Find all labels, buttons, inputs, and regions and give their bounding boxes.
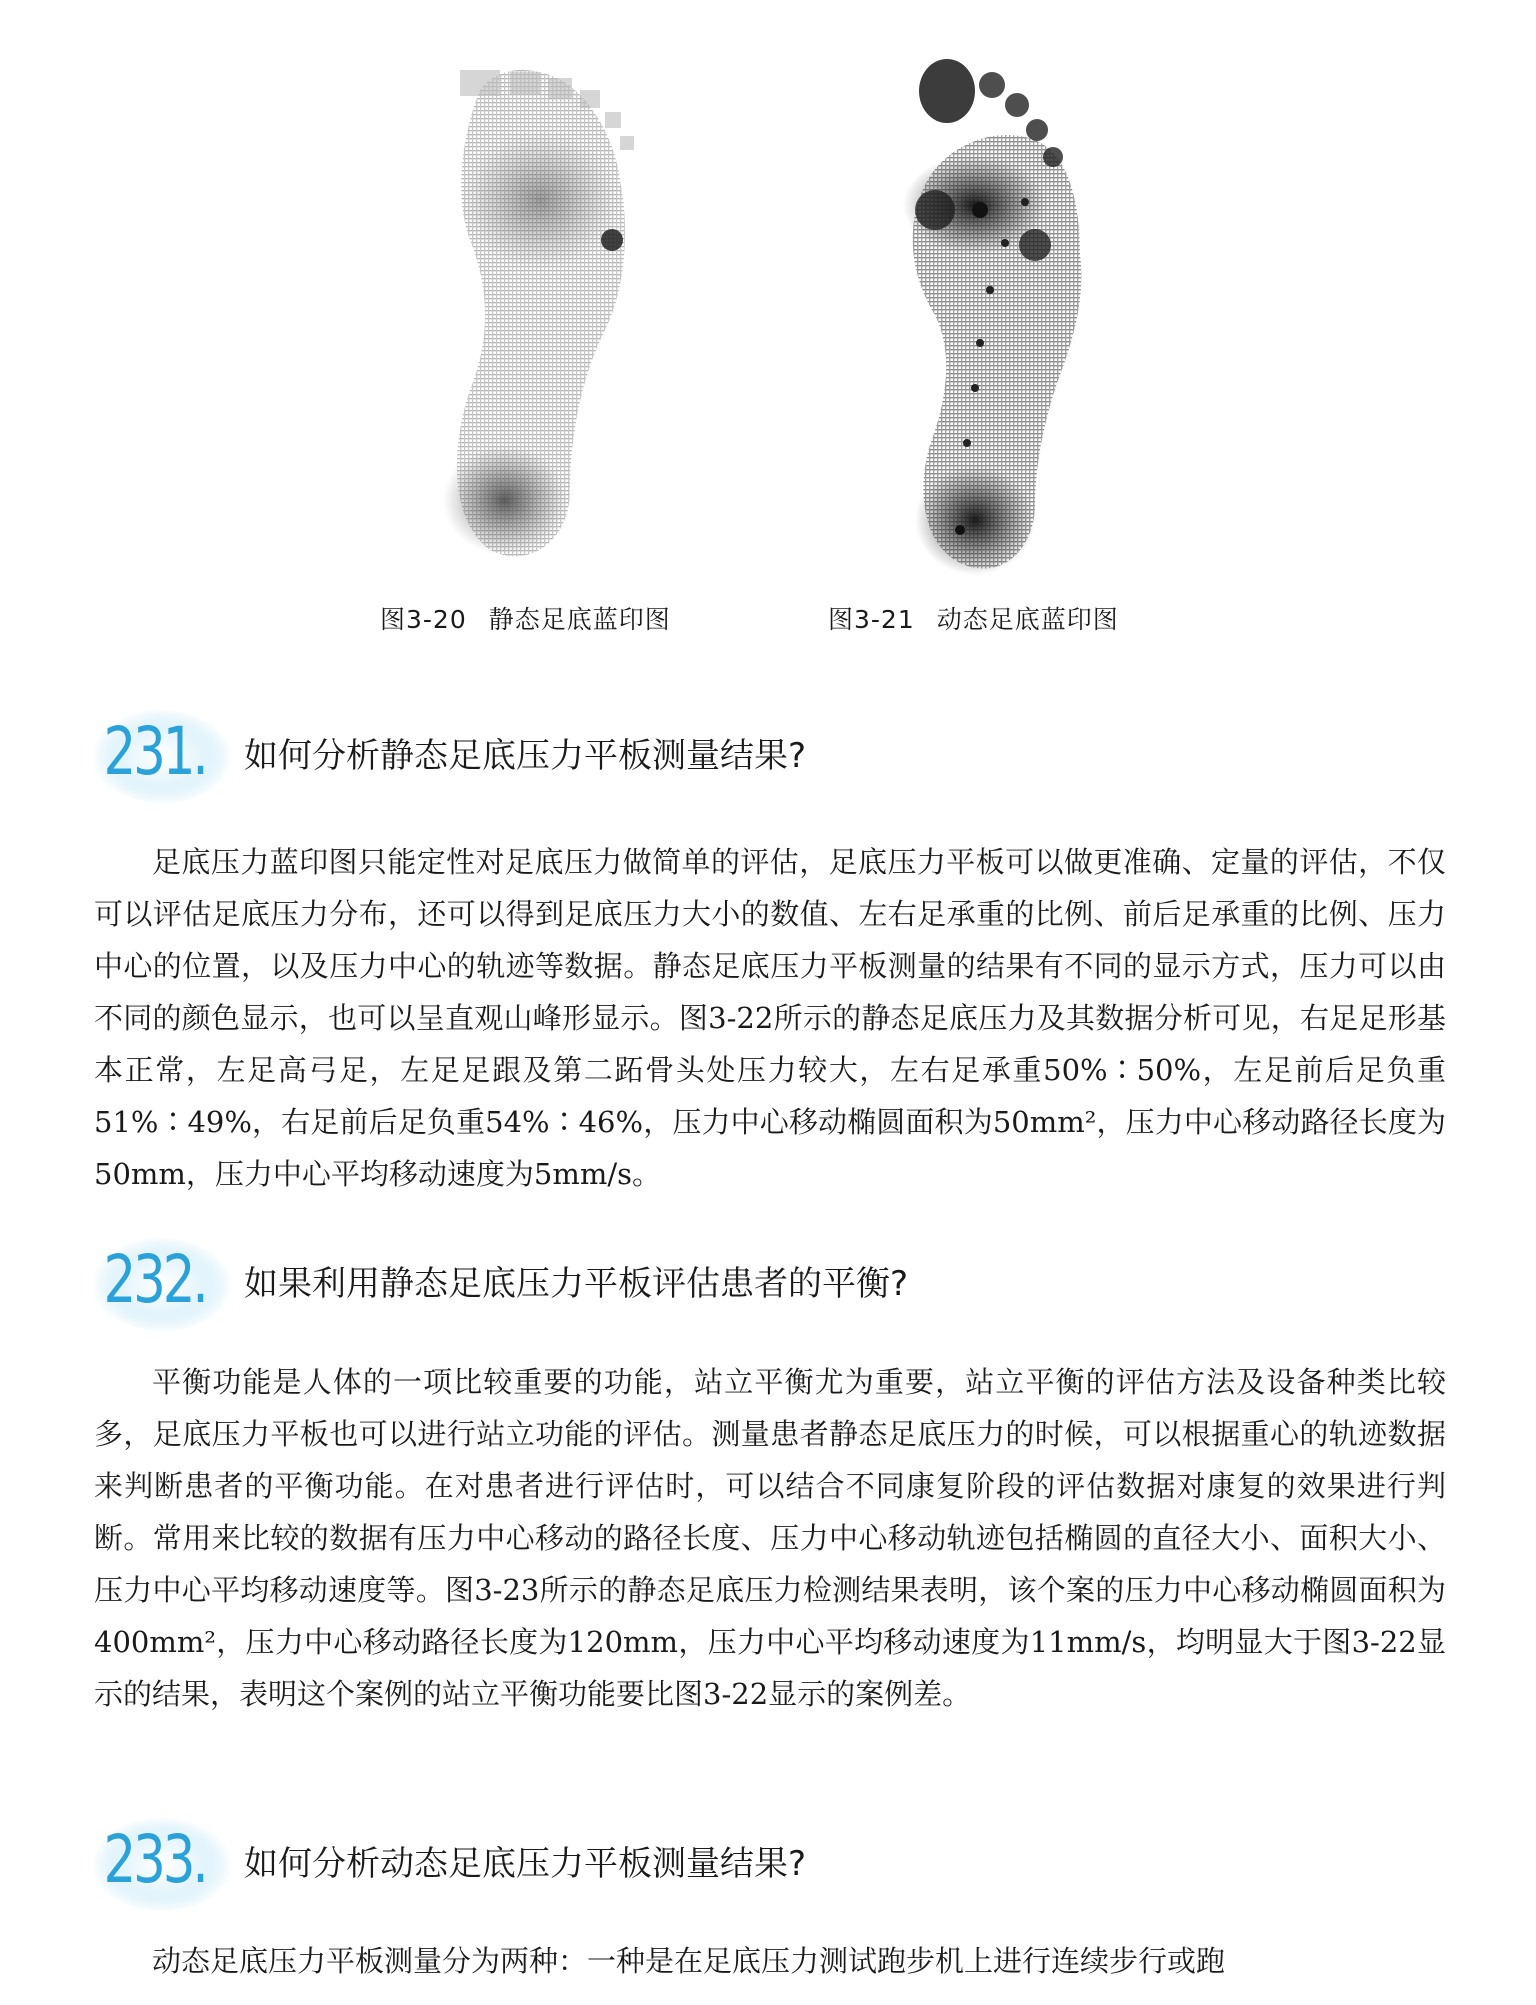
question-title: 如果利用静态足底压力平板评估患者的平衡? [244, 1264, 909, 1304]
question-heading-233 [92, 1808, 1492, 1918]
figure-caption-text: 动态足底蓝印图 [936, 605, 1119, 634]
figure-area [0, 0, 1536, 650]
question-heading-232 [92, 1228, 1492, 1338]
question-number: 233. [103, 1821, 206, 1898]
dynamic-footprint-image [885, 45, 1115, 575]
static-footprint-image [420, 50, 660, 560]
static-footprint-figure [420, 50, 660, 560]
figure-caption-text: 静态足底蓝印图 [488, 605, 671, 634]
figure-caption-3-21 [828, 600, 1119, 636]
answer-paragraph-233: 动态足底压力平板测量分为两种：一种是在足底压力测试跑步机上进行连续步行或跑 [152, 1944, 1226, 1978]
question-heading-231 [92, 700, 1492, 810]
figure-number: 图3-20 [380, 605, 467, 634]
question-number: 232. [103, 1241, 206, 1318]
question-title: 如何分析动态足底压力平板测量结果? [244, 1844, 807, 1884]
question-number: 231. [103, 713, 206, 790]
dynamic-footprint-figure [885, 45, 1115, 575]
figure-caption-3-20 [380, 600, 671, 636]
answer-paragraph-232: 平衡功能是人体的一项比较重要的功能，站立平衡尤为重要，站立平衡的评估方法及设备种类比较多，足底压力平板也可以进行站立功能的评估。测量患者静态足底压力的时候，可以根据重心的轨迹数据来判断患者的平衡功能。在对患者进行评估时，可以结合不同康复阶段的评估数据对康复的效果进行判断。常用来比较的数据有压力中心移动的路径长度、压力中心移动轨迹包括椭圆的直径大小、面积大小、压力中心平均移动速度等。图3-23所示的静态足底压力检测结果表明，该个案的压力中心移动椭圆面积为400mm²，压力中心移动路径长度为120mm，压力中心平均移动速度为11mm/s，均明显大于图3-22显示的结果，表明这个案例的站立平衡功能要比图3-22显示的案例差。 [94, 1365, 1446, 1711]
answer-paragraph-231: 足底压力蓝印图只能定性对足底压力做简单的评估，足底压力平板可以做更准确、定量的评估，不仅可以评估足底压力分布，还可以得到足底压力大小的数值、左右足承重的比例、前后足承重的比例、压力中心的位置，以及压力中心的轨迹等数据。静态足底压力平板测量的结果有不同的显示方式，压力可以由不同的颜色显示，也可以呈直观山峰形显示。图3-22所示的静态足底压力及其数据分析可见，右足足形基本正常，左足高弓足，左足足跟及第二跖骨头处压力较大，左右足承重50%∶50%，左足前后足负重51%∶49%，右足前后足负重54%∶46%，压力中心移动椭圆面积为50mm²，压力中心移动路径长度为50mm，压力中心平均移动速度为5mm/s。 [94, 845, 1446, 1191]
figure-number: 图3-21 [828, 605, 915, 634]
question-title: 如何分析静态足底压力平板测量结果? [244, 736, 807, 776]
